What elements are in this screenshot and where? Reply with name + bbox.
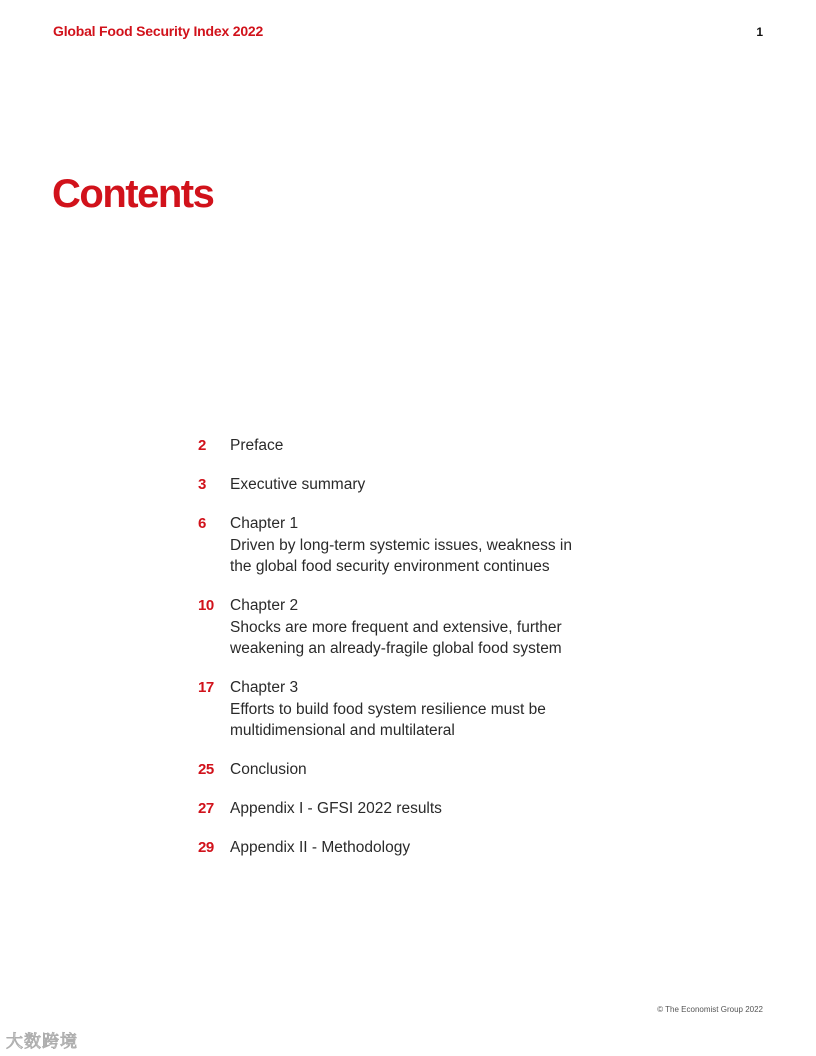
toc-subtitle: Efforts to build food system resilience must be multidimensional and multilateral bbox=[230, 700, 546, 739]
toc-title: Chapter 2 bbox=[230, 597, 299, 614]
toc-title: Executive summary bbox=[230, 476, 366, 493]
table-of-contents bbox=[198, 435, 578, 876]
toc-entry-appendix-1[interactable] bbox=[198, 798, 578, 820]
toc-entry-text bbox=[230, 798, 442, 820]
toc-page-number: 6 bbox=[198, 515, 206, 532]
page-number: 1 bbox=[756, 25, 763, 39]
toc-title: Preface bbox=[230, 437, 284, 454]
toc-entry-text bbox=[230, 513, 578, 578]
toc-title: Chapter 3 bbox=[230, 679, 299, 696]
toc-entry-text bbox=[230, 677, 578, 742]
toc-title: Chapter 1 bbox=[230, 515, 299, 532]
toc-entry-conclusion[interactable] bbox=[198, 759, 578, 781]
toc-page-number: 3 bbox=[198, 476, 206, 493]
toc-entry-preface[interactable] bbox=[198, 435, 578, 457]
toc-entry-text bbox=[230, 759, 307, 781]
toc-subtitle: Driven by long-term systemic issues, weakness in the global food security environment continues bbox=[230, 536, 572, 575]
toc-entry-text bbox=[230, 435, 283, 457]
toc-subtitle: Shocks are more frequent and extensive, further weakening an already-fragile global food system bbox=[230, 618, 562, 657]
toc-title: Appendix II - Methodology bbox=[230, 839, 411, 856]
toc-page-number: 17 bbox=[198, 679, 214, 696]
running-title: Global Food Security Index 2022 bbox=[53, 23, 264, 39]
toc-entry-chapter-1[interactable] bbox=[198, 513, 578, 578]
toc-entry-appendix-2[interactable] bbox=[198, 837, 578, 859]
copyright-notice: © The Economist Group 2022 bbox=[657, 1005, 763, 1014]
toc-entry-chapter-2[interactable] bbox=[198, 595, 578, 660]
toc-entry-text bbox=[230, 595, 578, 660]
page-title: Contents bbox=[52, 172, 214, 216]
toc-page-number: 27 bbox=[198, 800, 214, 817]
toc-page-number: 2 bbox=[198, 437, 206, 454]
watermark-logo: 大数跨境 bbox=[6, 1032, 78, 1052]
toc-title: Conclusion bbox=[230, 761, 307, 778]
toc-entry-text bbox=[230, 837, 410, 859]
toc-entry-chapter-3[interactable] bbox=[198, 677, 578, 742]
toc-page-number: 29 bbox=[198, 839, 214, 856]
toc-title: Appendix I - GFSI 2022 results bbox=[230, 800, 442, 817]
toc-page-number: 10 bbox=[198, 597, 214, 614]
toc-page-number: 25 bbox=[198, 761, 214, 778]
toc-entry-text bbox=[230, 474, 365, 496]
toc-entry-executive-summary[interactable] bbox=[198, 474, 578, 496]
